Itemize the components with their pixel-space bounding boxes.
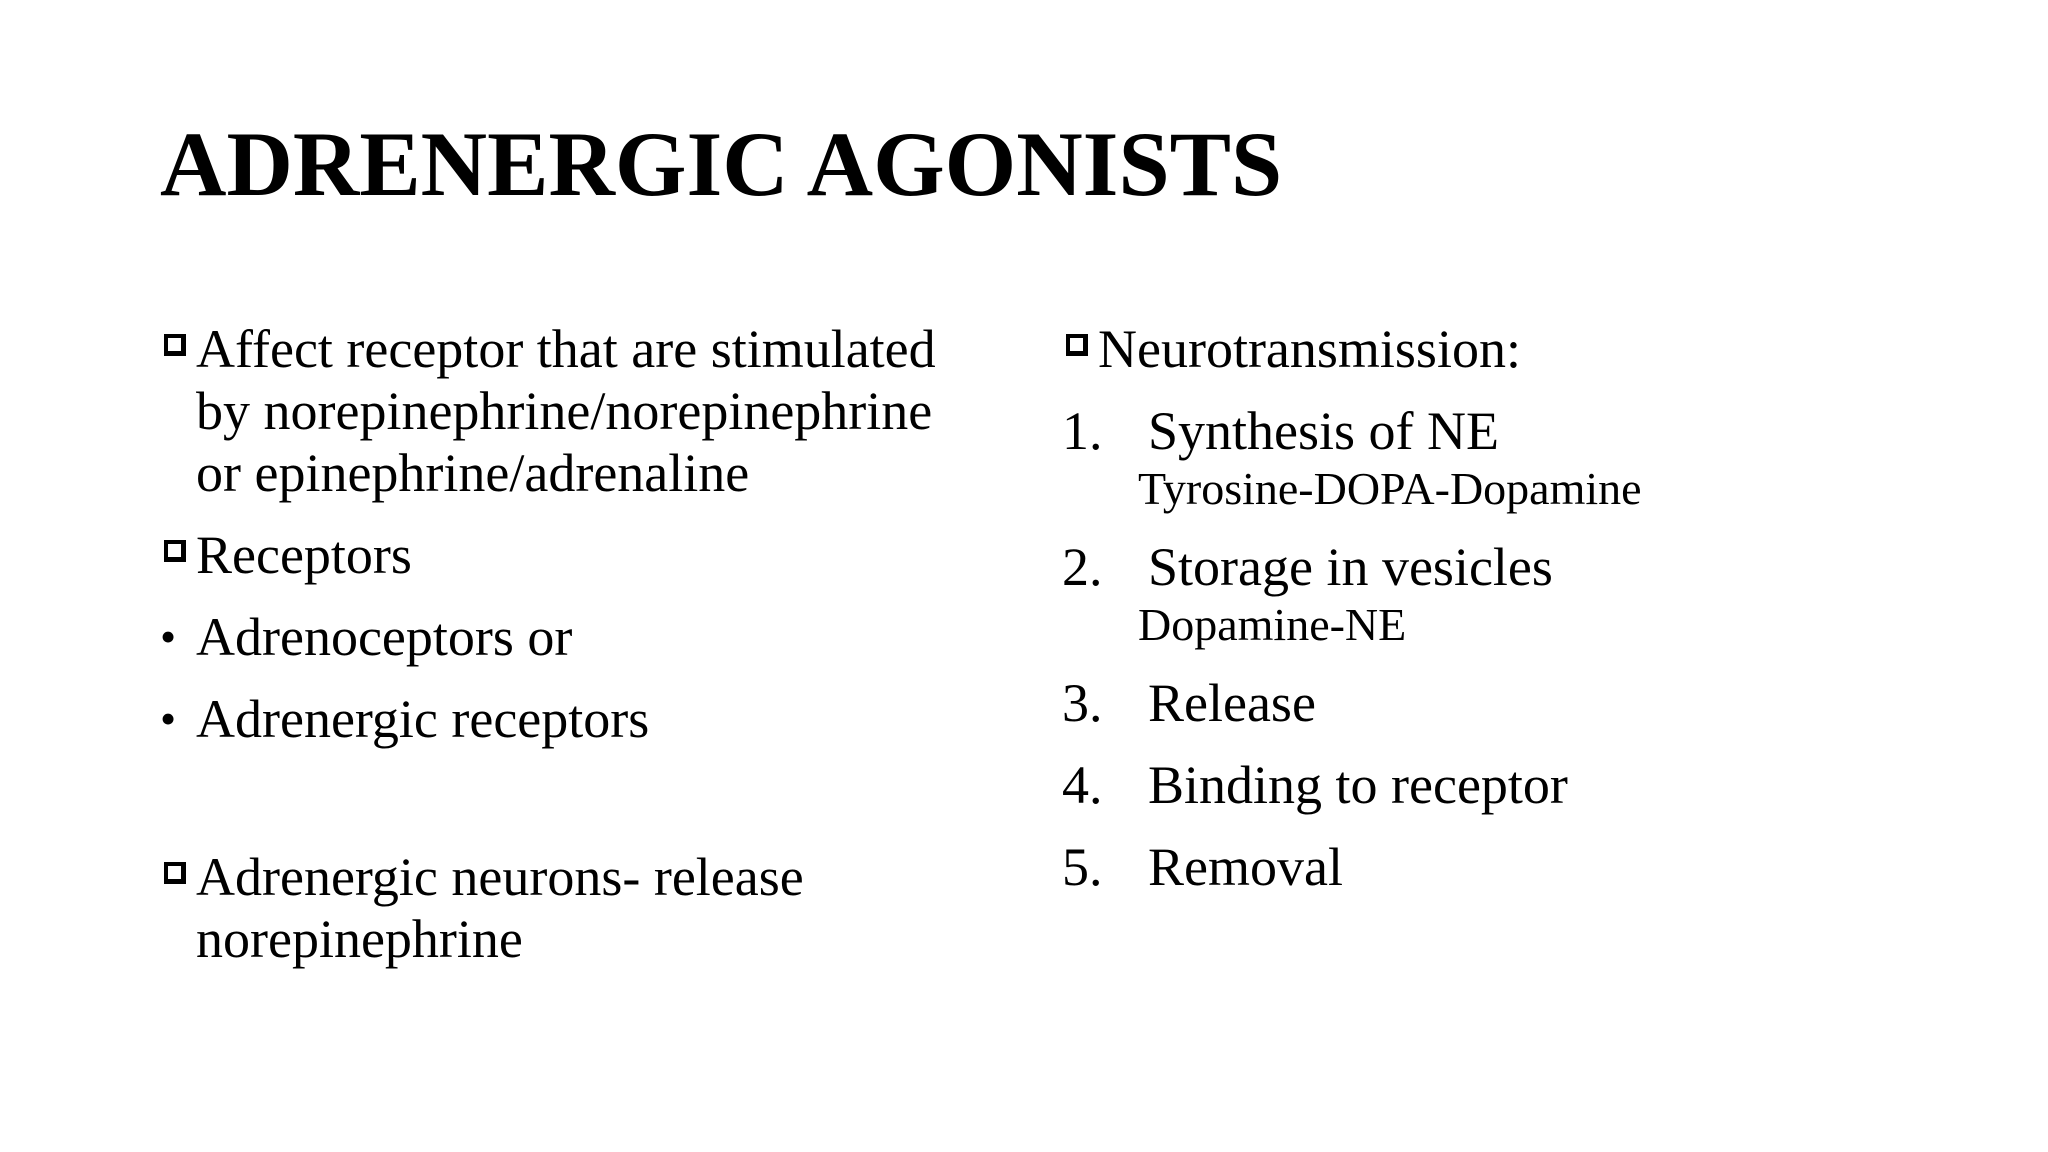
right-column [1062, 318, 1962, 898]
affect-line-2: by norepinephrine/norepinephrine [196, 381, 933, 441]
bullet-dot-icon: • [160, 611, 177, 662]
step-number: 4. [1062, 755, 1103, 815]
list-item-neurotransmission [1062, 318, 1962, 380]
list-item-adrenergic-receptors [160, 688, 1040, 750]
step-number: 2. [1062, 537, 1103, 597]
affect-line-1: Affect receptor that are stimulated [196, 319, 936, 379]
step-label: Storage in vesicles [1148, 537, 1553, 597]
affect-line-3: or epinephrine/adrenaline [196, 443, 750, 503]
square-bullet-icon [164, 540, 186, 562]
step-item-2 [1062, 536, 1962, 598]
step-number: 3. [1062, 673, 1103, 733]
adrenoceptors-label: Adrenoceptors or [196, 607, 573, 667]
step-number: 1. [1062, 401, 1103, 461]
step-item-3 [1062, 672, 1962, 734]
adrenergic-receptors-label: Adrenergic receptors [196, 689, 650, 749]
square-bullet-icon [164, 334, 186, 356]
step-sub-1: Tyrosine-DOPA-Dopamine [1138, 463, 1642, 514]
neurotransmission-heading: Neurotransmission: [1098, 319, 1521, 379]
step-item-1 [1062, 400, 1962, 462]
list-item-adrenoceptors [160, 606, 1040, 668]
neurons-line-2: norepinephrine [196, 909, 523, 969]
receptors-label: Receptors [196, 525, 412, 585]
list-item-adrenergic-neurons [160, 846, 1040, 970]
step-label: Removal [1148, 837, 1343, 897]
bullet-dot-icon: • [160, 693, 177, 744]
step-label: Synthesis of NE [1148, 401, 1499, 461]
step-label: Release [1148, 673, 1316, 733]
step-number: 5. [1062, 837, 1103, 897]
step-item-5 [1062, 836, 1962, 898]
square-bullet-icon [164, 862, 186, 884]
slide-title: ADRENERGIC AGONISTS [160, 113, 1283, 215]
list-item-affect-receptor [160, 318, 1040, 504]
step-label: Binding to receptor [1148, 755, 1568, 815]
list-item-receptors [160, 524, 1040, 586]
step-item-4 [1062, 754, 1962, 816]
square-bullet-icon [1066, 334, 1088, 356]
step-sub-2: Dopamine-NE [1138, 599, 1407, 650]
neurons-line-1: Adrenergic neurons- release [196, 847, 804, 907]
left-column [160, 318, 1040, 970]
